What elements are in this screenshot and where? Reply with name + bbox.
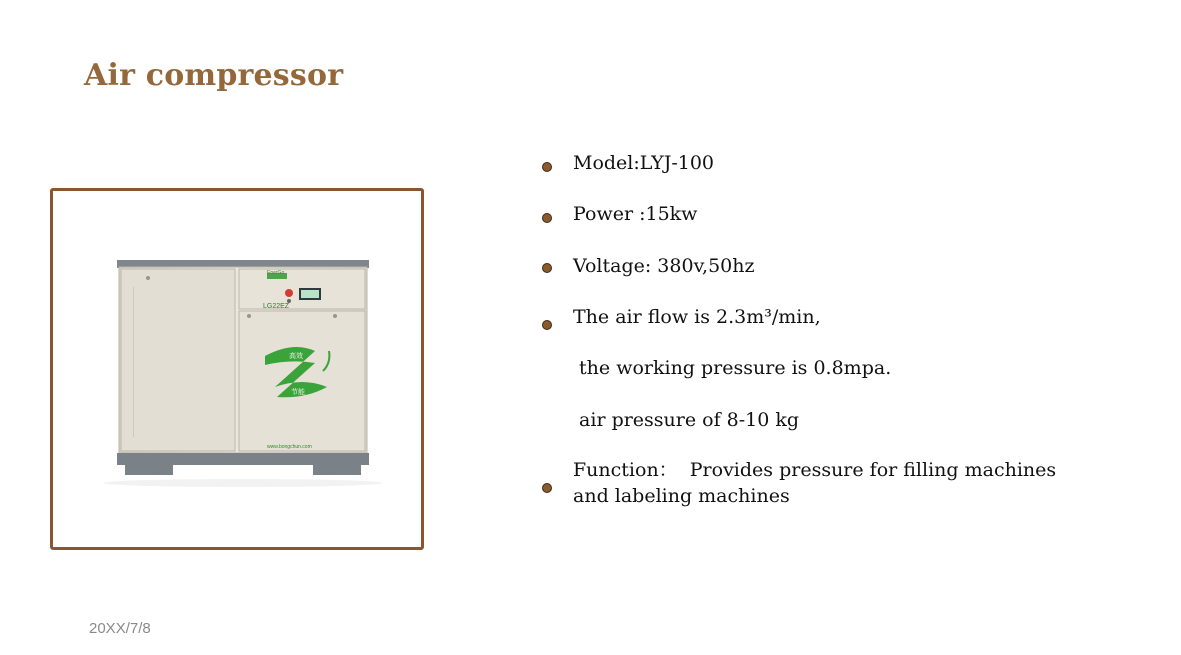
spec-text-power: Power :15kw	[573, 203, 698, 225]
image-badge-top: 高效	[289, 352, 303, 360]
compressor-image-frame	[50, 188, 424, 550]
image-badge-bottom: 节能	[291, 388, 305, 396]
bullet-icon	[542, 483, 552, 493]
compressor-image	[53, 191, 421, 547]
image-model-label: LG22EZ	[263, 303, 290, 310]
slide-title: Air compressor	[84, 58, 344, 93]
spec-text-function: Function： Provides pressure for filling machines and labeling machines	[573, 459, 1063, 507]
spec-text-model: Model:LYJ-100	[573, 152, 715, 174]
bullet-icon	[542, 162, 552, 172]
spec-text-air-flow: The air flow is 2.3m³/min,	[573, 306, 821, 328]
bullet-icon	[542, 320, 552, 330]
spec-text-air-pressure: air pressure of 8-10 kg	[573, 409, 800, 431]
spec-text-voltage: Voltage: 380v,50hz	[573, 255, 755, 277]
bullet-icon	[542, 213, 552, 223]
spec-text-working-pressure: the working pressure is 0.8mpa.	[573, 357, 892, 379]
image-brand-text: EnerGo	[267, 270, 285, 276]
image-website: www.bongchun.com	[267, 444, 312, 450]
bullet-icon	[542, 263, 552, 273]
footer-date: 20XX/7/8	[89, 620, 151, 637]
